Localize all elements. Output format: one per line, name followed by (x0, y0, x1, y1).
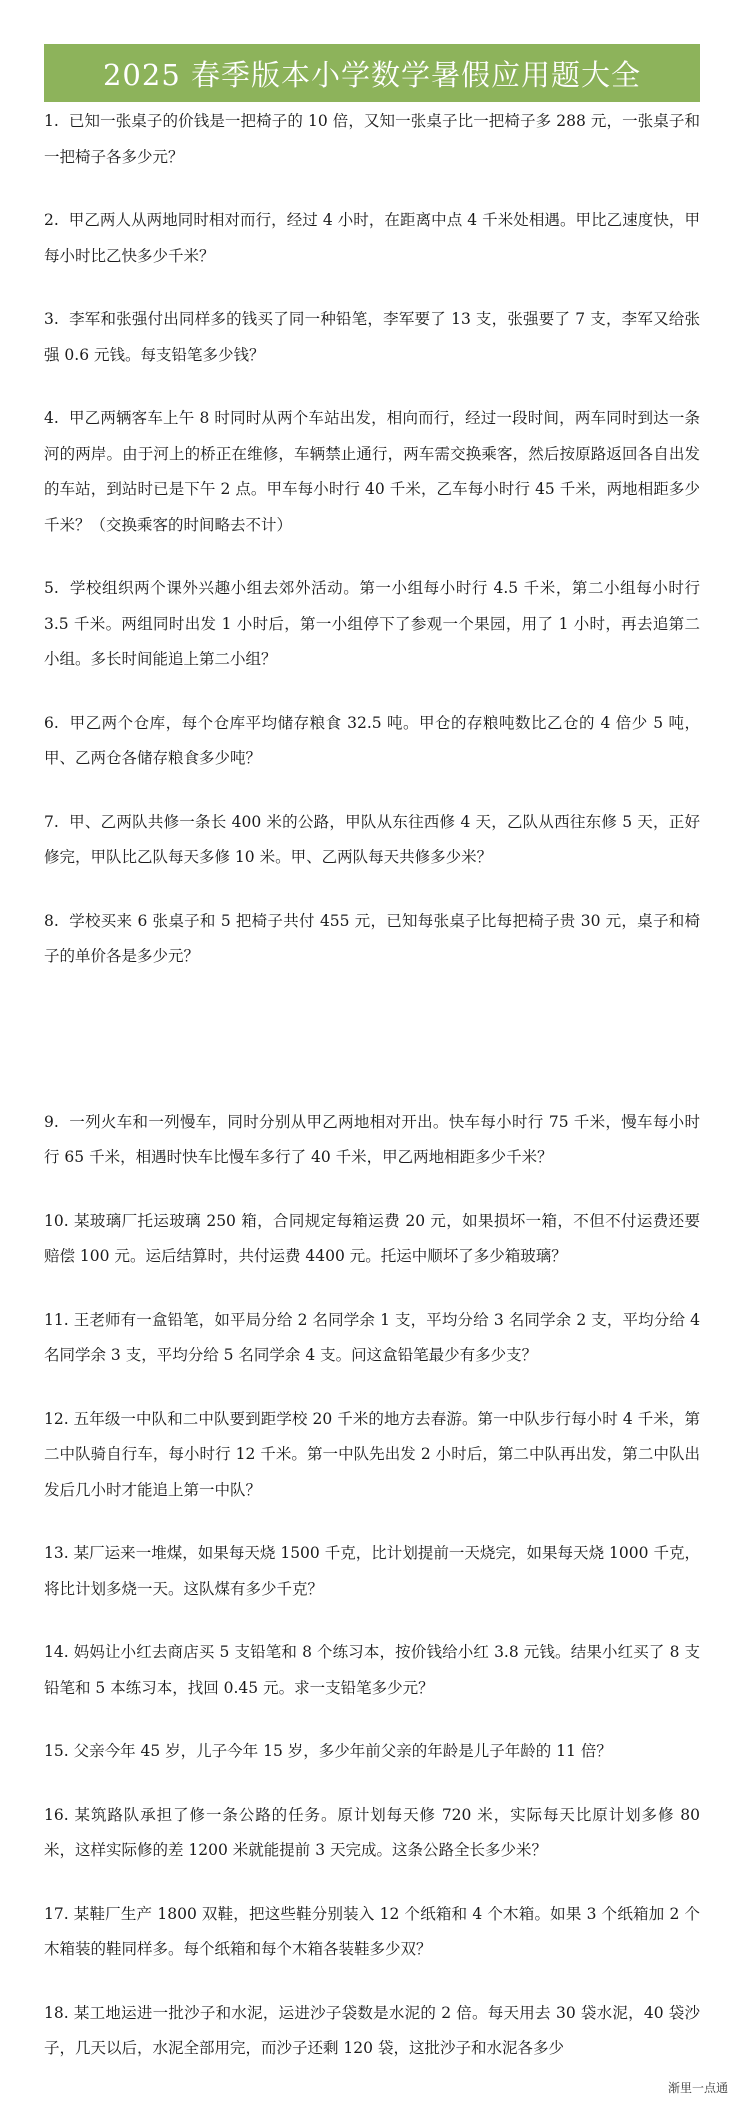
problem-number: 11. (44, 1310, 69, 1329)
problem-text: 李军和张强付出同样多的钱买了同一种铅笔，李军要了 13 支，张强要了 7 支，李军又给张强 0.6 元钱。每支铅笔多少钱？ (44, 310, 700, 364)
page-title: 2025 春季版本小学数学暑假应用题大全 (44, 44, 700, 102)
problem-number: 7. (44, 812, 59, 831)
problem-text: 某厂运来一堆煤，如果每天烧 1500 千克，比计划提前一天烧完，如果每天烧 1000 千克，将比计划多烧一天。这队煤有多少千克？ (44, 1544, 700, 1598)
problem-text: 甲乙两个仓库，每个仓库平均储存粮食 32.5 吨。甲仓的存粮吨数比乙仓的 4 倍少 5 吨，甲、乙两仓各储存粮食多少吨？ (44, 713, 700, 767)
problem-item (44, 1798, 700, 1869)
problem-item (44, 1897, 700, 1968)
problem-number: 14. (44, 1643, 69, 1661)
problem-text: 甲、乙两队共修一条长 400 米的公路，甲队从东往西修 4 天，乙队从西往东修 5 天，正好修完，甲队比乙队每天多修 10 米。甲、乙两队每天共修多少米？ (44, 812, 701, 866)
problem-list (44, 104, 700, 2067)
problem-number: 2. (44, 211, 59, 229)
problem-item (44, 1734, 700, 1770)
problem-number: 16. (44, 1805, 69, 1824)
problem-item (44, 1536, 700, 1607)
problem-text: 学校买来 6 张桌子和 5 把椅子共付 455 元，已知每张桌子比每把椅子贵 30 元，桌子和椅子的单价各是多少元？ (44, 911, 701, 965)
problem-text: 父亲今年 45 岁，儿子今年 15 岁，多少年前父亲的年龄是儿子年龄的 11 倍？ (73, 1742, 612, 1760)
problem-number: 12. (44, 1409, 69, 1428)
problem-item (44, 401, 700, 543)
problem-text: 已知一张桌子的价钱是一把椅子的 10 倍，又知一张桌子比一把椅子多 288 元，一张桌子和一把椅子各多少元？ (44, 112, 700, 166)
problem-text: 学校组织两个课外兴趣小组去郊外活动。第一小组每小时行 4.5 千米，第二小组每小时行 3.5 千米。两组同时出发 1 小时后，第一小组停下了参观一个果园，用了 1 小时，再去追第二小组。多长时间能追上第二小组？ (44, 579, 700, 668)
problem-number: 13. (44, 1544, 69, 1562)
problem-text: 甲乙两人从两地同时相对而行，经过 4 小时，在距离中点 4 千米处相遇。甲比乙速度快，甲每小时比乙快多少千米？ (44, 211, 701, 265)
problem-item (44, 203, 700, 274)
problem-number: 9. (44, 1112, 59, 1131)
problem-number: 15. (44, 1742, 69, 1760)
problem-item (44, 805, 700, 876)
problem-number: 8. (44, 911, 59, 930)
problem-text: 某筑路队承担了修一条公路的任务。原计划每天修 720 米，实际每天比原计划多修 80 米，这样实际修的差 1200 米就能提前 3 天完成。这条公路全长多少米？ (44, 1805, 700, 1859)
problem-item (44, 571, 700, 678)
problem-text: 王老师有一盒铅笔，如平局分给 2 名同学余 1 支，平均分给 3 名同学余 2 支，平均分给 4 名同学余 3 支，平均分给 5 名同学余 4 支。问这盒铅笔最少有多少支？ (44, 1310, 700, 1364)
problem-text: 某工地运进一批沙子和水泥，运进沙子袋数是水泥的 2 倍。每天用去 30 袋水泥，40 袋沙子，几天以后，水泥全部用完，而沙子还剩 120 袋，这批沙子和水泥各多少 (44, 2003, 700, 2057)
problem-number: 5. (44, 579, 59, 597)
problem-item (44, 1635, 700, 1706)
problem-text: 五年级一中队和二中队要到距学校 20 千米的地方去春游。第一中队步行每小时 4 千米，第二中队骑自行车，每小时行 12 千米。第一中队先出发 2 小时后，第二中队再出发，第二中队出发后几小时才能追上第一中队？ (44, 1409, 700, 1499)
problem-number: 18. (44, 2003, 69, 2022)
problem-number: 10. (44, 1211, 69, 1230)
problem-item (44, 302, 700, 373)
problem-item (44, 1303, 700, 1374)
problem-item (44, 1105, 700, 1176)
problem-item (44, 104, 700, 175)
problem-number: 4. (44, 409, 59, 427)
problem-item (44, 706, 700, 777)
footer-watermark: 渐里一点通 (667, 2081, 728, 2095)
problem-number: 6. (44, 713, 59, 732)
problem-number: 17. (44, 1904, 69, 1923)
problem-text: 一列火车和一列慢车，同时分别从甲乙两地相对开出。快车每小时行 75 千米，慢车每小时行 65 千米，相遇时快车比慢车多行了 40 千米，甲乙两地相距多少千米？ (44, 1112, 700, 1166)
problem-item (44, 904, 700, 975)
problem-text: 某鞋厂生产 1800 双鞋，把这些鞋分别装入 12 个纸箱和 4 个木箱。如果 3 个纸箱加 2 个木箱装的鞋同样多。每个纸箱和每个木箱各装鞋多少双？ (44, 1904, 700, 1958)
problem-number: 3. (44, 310, 59, 328)
problem-item (44, 1996, 700, 2067)
problem-item (44, 1402, 700, 1509)
problem-text: 某玻璃厂托运玻璃 250 箱，合同规定每箱运费 20 元，如果损坏一箱，不但不付运费还要赔偿 100 元。运后结算时，共付运费 4400 元。托运中顺坏了多少箱玻璃？ (44, 1211, 700, 1265)
problem-number: 1. (44, 112, 59, 130)
problem-text: 甲乙两辆客车上午 8 时同时从两个车站出发，相向而行，经过一段时间，两车同时到达一条河的两岸。由于河上的桥正在维修，车辆禁止通行，两车需交换乘客，然后按原路返回各自出发的车站，到站时已是下午 2 点。甲车每小时行 40 千米，乙车每小时行 45 千米，两地相距多少千米？（交换乘客的时间略去不计） (44, 409, 701, 534)
problem-text: 妈妈让小红去商店买 5 支铅笔和 8 个练习本，按价钱给小红 3.8 元钱。结果小红买了 8 支铅笔和 5 本练习本，找回 0.45 元。求一支铅笔多少元？ (44, 1643, 701, 1697)
problem-item (44, 1204, 700, 1275)
